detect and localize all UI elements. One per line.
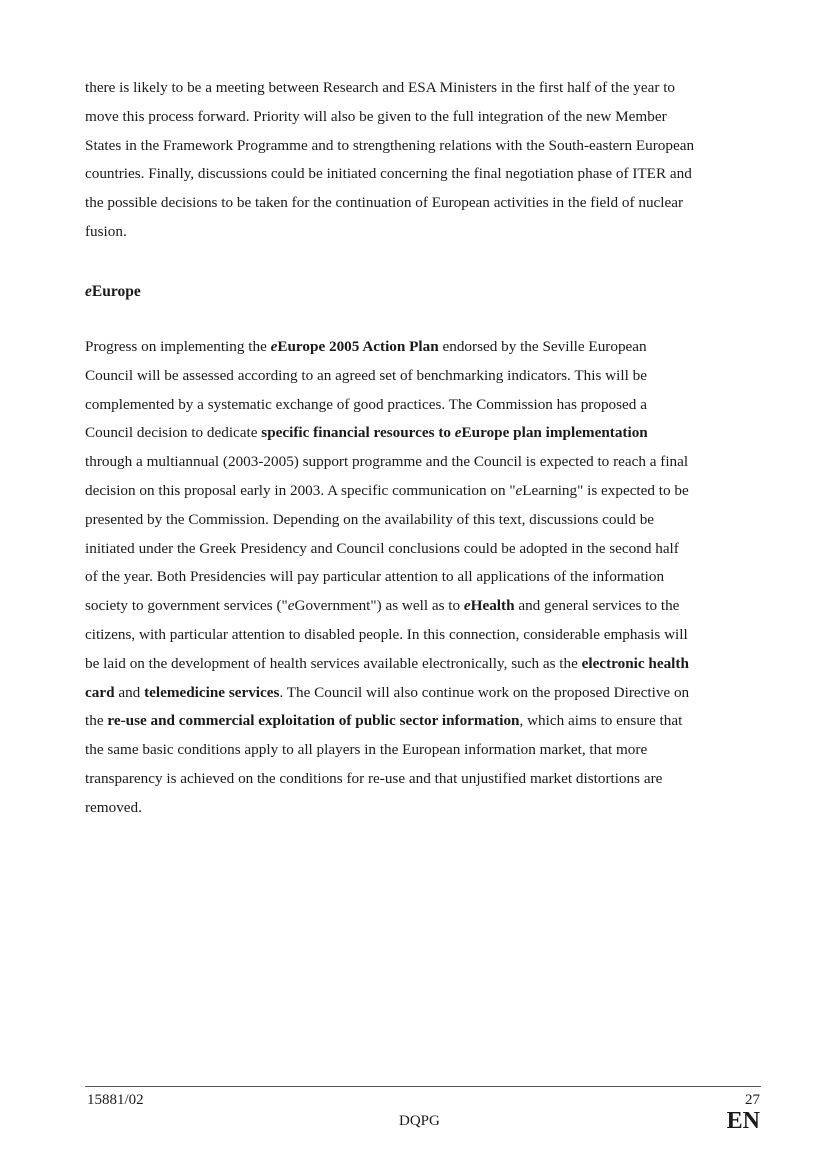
text-line: be laid on the development of health services available electronically, such as the electronic health	[85, 654, 689, 672]
language-code: EN	[726, 1108, 760, 1134]
text-line: there is likely to be a meeting between Research and ESA Ministers in the first half of the year to	[85, 79, 676, 96]
paragraph-eeurope	[85, 333, 761, 823]
heading-prefix: e	[85, 283, 92, 300]
text-line: move this process forward. Priority will also be given to the full integration of the new Member	[85, 107, 667, 125]
text-line: the possible decisions to be taken for the continuation of European activities in the field of nuclear	[85, 194, 684, 212]
text-line: the same basic conditions apply to all players in the European information market, that more	[85, 741, 648, 759]
text-line: the re-use and commercial exploitation of public sector information, which aims to ensure that	[85, 712, 683, 730]
text-line: Council decision to dedicate specific financial resources to eEurope plan implementation	[85, 424, 648, 442]
text-line: of the year. Both Presidencies will pay particular attention to all applications of the information	[85, 568, 665, 586]
footer-divider	[85, 1086, 761, 1087]
page-number: 27	[745, 1092, 760, 1108]
text-line: States in the Framework Programme and to strengthening relations with the South-eastern European	[85, 136, 695, 154]
text-line: card and telemedicine services. The Council will also continue work on the proposed Directive on	[85, 683, 690, 701]
department-code: DQPG	[399, 1113, 440, 1129]
text-line: complemented by a systematic exchange of good practices. The Commission has proposed a	[85, 395, 647, 413]
document-number: 15881/02	[87, 1092, 144, 1108]
text-line: society to government services ("eGovernment") as well as to eHealth and general services to the	[85, 597, 680, 615]
text-line: Progress on implementing the eEurope 2005 Action Plan endorsed by the Seville European	[85, 338, 647, 355]
section-heading-eeurope	[85, 278, 141, 307]
text-line: presented by the Commission. Depending on the availability of this text, discussions could be	[85, 510, 655, 528]
text-line: initiated under the Greek Presidency and Council conclusions could be adopted in the second half	[85, 539, 679, 557]
text-line: decision on this proposal early in 2003. A specific communication on "eLearning" is expected to be	[85, 481, 689, 499]
heading-text: Europe	[91, 283, 141, 300]
text-line: Council will be assessed according to an agreed set of benchmarking indicators. This will be	[85, 366, 647, 384]
text-line: transparency is achieved on the conditions for re-use and that unjustified market distortions are	[85, 769, 663, 787]
text-line: through a multiannual (2003-2005) support programme and the Council is expected to reach a final	[85, 453, 689, 471]
paragraph-research	[85, 74, 761, 247]
text-line: countries. Finally, discussions could be initiated concerning the final negotiation phase of ITER and	[85, 165, 692, 183]
text-line: fusion.	[85, 222, 127, 240]
text-line: citizens, with particular attention to disabled people. In this connection, considerable emphasis will	[85, 625, 688, 643]
text-line: removed.	[85, 798, 142, 816]
